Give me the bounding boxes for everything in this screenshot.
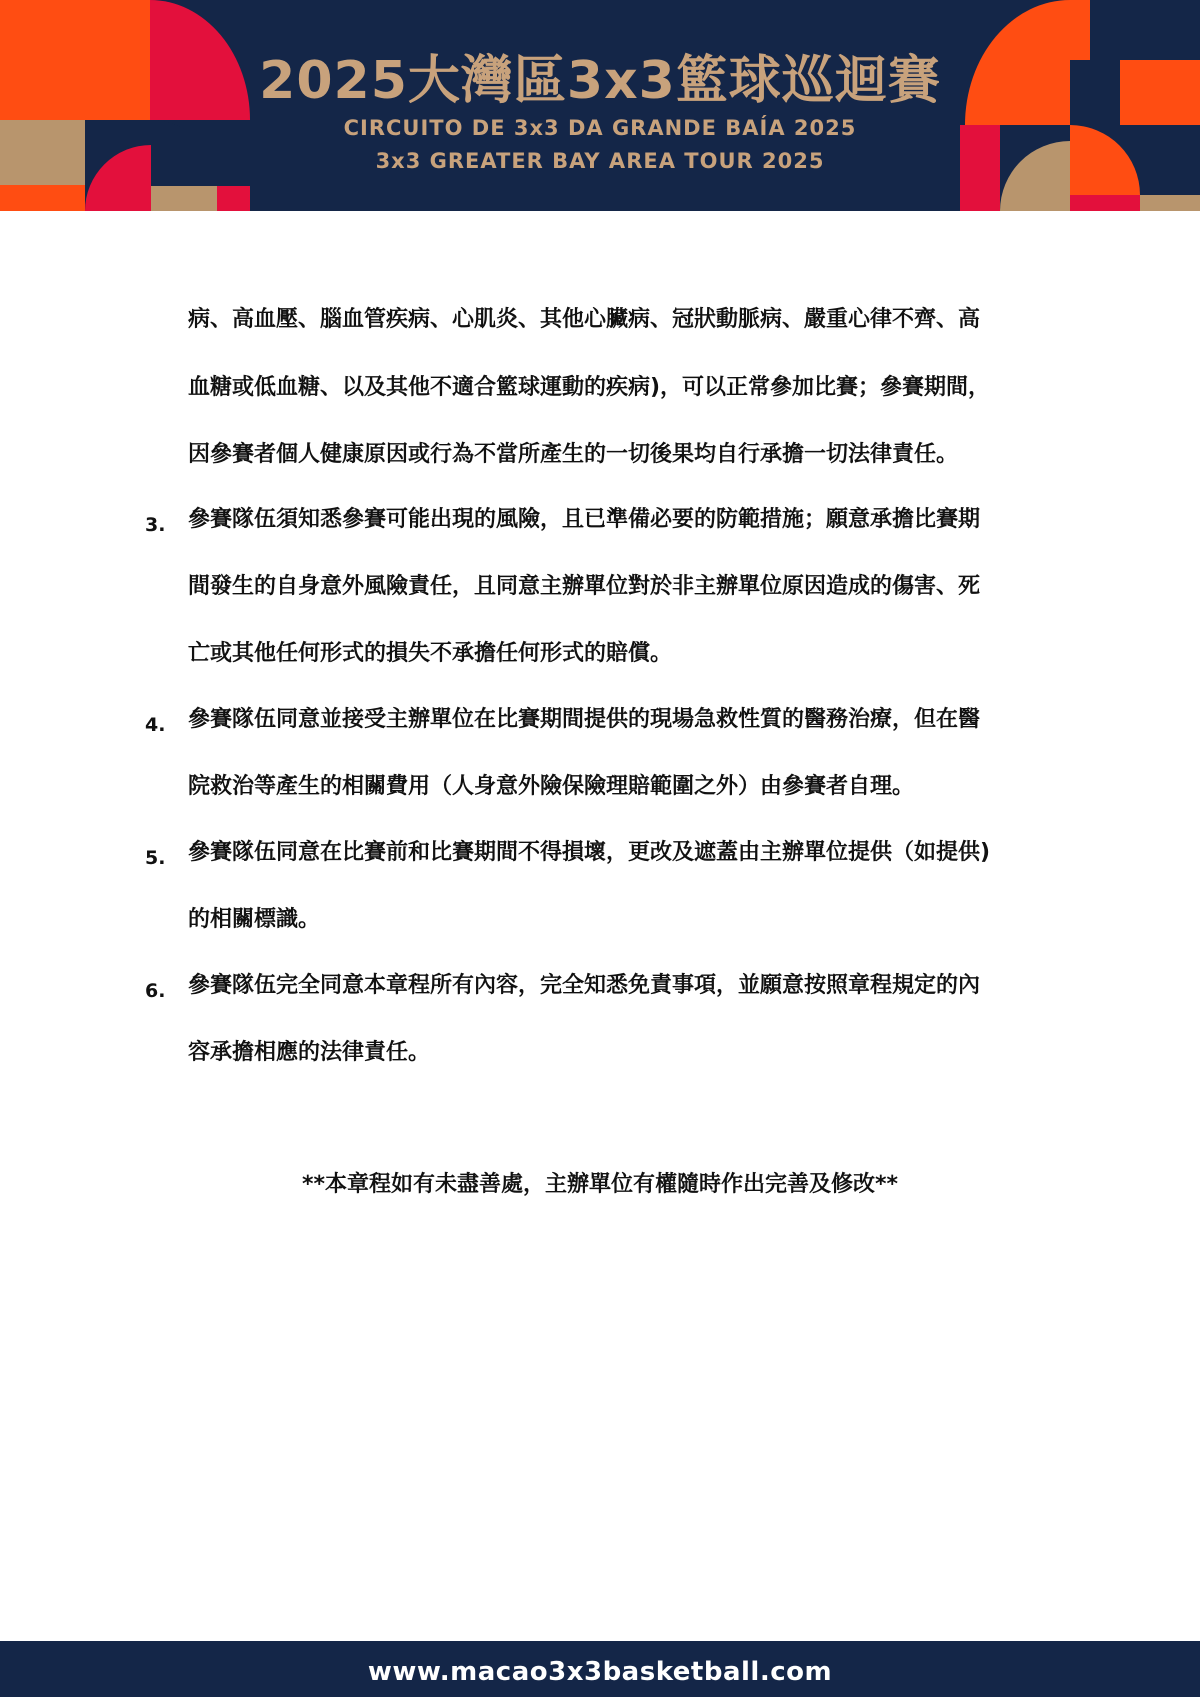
item-number-5: 5. [145, 847, 166, 869]
banner-title-english: 3x3 GREATER BAY AREA TOUR 2025 [375, 149, 825, 173]
item-3-line: 參賽隊伍須知悉參賽可能出現的風險，且已準備必要的防範措施；願意承擔比賽期 [188, 507, 981, 532]
website-url: www.macao3x3basketball.com [367, 1657, 833, 1687]
page-header-banner [0, 0, 1200, 211]
item-6-line: 參賽隊伍完全同意本章程所有內容，完全知悉免責事項，並願意按照章程規定的內 [188, 973, 981, 998]
item-6-line: 容承擔相應的法律責任。 [188, 1040, 431, 1065]
item-4-line: 院救治等產生的相關費用（人身意外險保險理賠範圍之外）由參賽者自理。 [188, 774, 915, 799]
item-3-line: 間發生的自身意外風險責任，且同意主辦單位對於非主辦單位原因造成的傷害、死 [188, 574, 981, 599]
paragraph-line: 病、高血壓、腦血管疾病、心肌炎、其他心臟病、冠狀動脈病、嚴重心律不齊、高 [188, 307, 981, 332]
item-5-line: 參賽隊伍同意在比賽前和比賽期間不得損壞，更改及遮蓋由主辦單位提供（如提供) [188, 840, 991, 865]
item-5-line: 的相關標識。 [188, 907, 321, 932]
item-3-line: 亡或其他任何形式的損失不承擔任何形式的賠償。 [188, 641, 673, 666]
item-number-4: 4. [145, 714, 166, 736]
paragraph-line: 因參賽者個人健康原因或行為不當所產生的一切後果均自行承擔一切法律責任。 [188, 442, 959, 467]
page-footer [0, 1641, 1200, 1697]
paragraph-line: 血糖或低血糖、以及其他不適合籃球運動的疾病)，可以正常參加比賽；參賽期間， [188, 375, 991, 400]
item-number-3: 3. [145, 514, 166, 536]
item-number-6: 6. [145, 980, 166, 1002]
banner-title-portuguese: CIRCUITO DE 3x3 DA GRANDE BAÍA 2025 [343, 116, 857, 140]
banner-title-chinese: 2025大灣區3x3籃球巡迴賽 [259, 51, 941, 111]
closing-note: **本章程如有未盡善處，主辦單位有權隨時作出完善及修改** [301, 1172, 899, 1197]
item-4-line: 參賽隊伍同意並接受主辦單位在比賽期間提供的現場急救性質的醫務治療，但在醫 [188, 707, 981, 732]
